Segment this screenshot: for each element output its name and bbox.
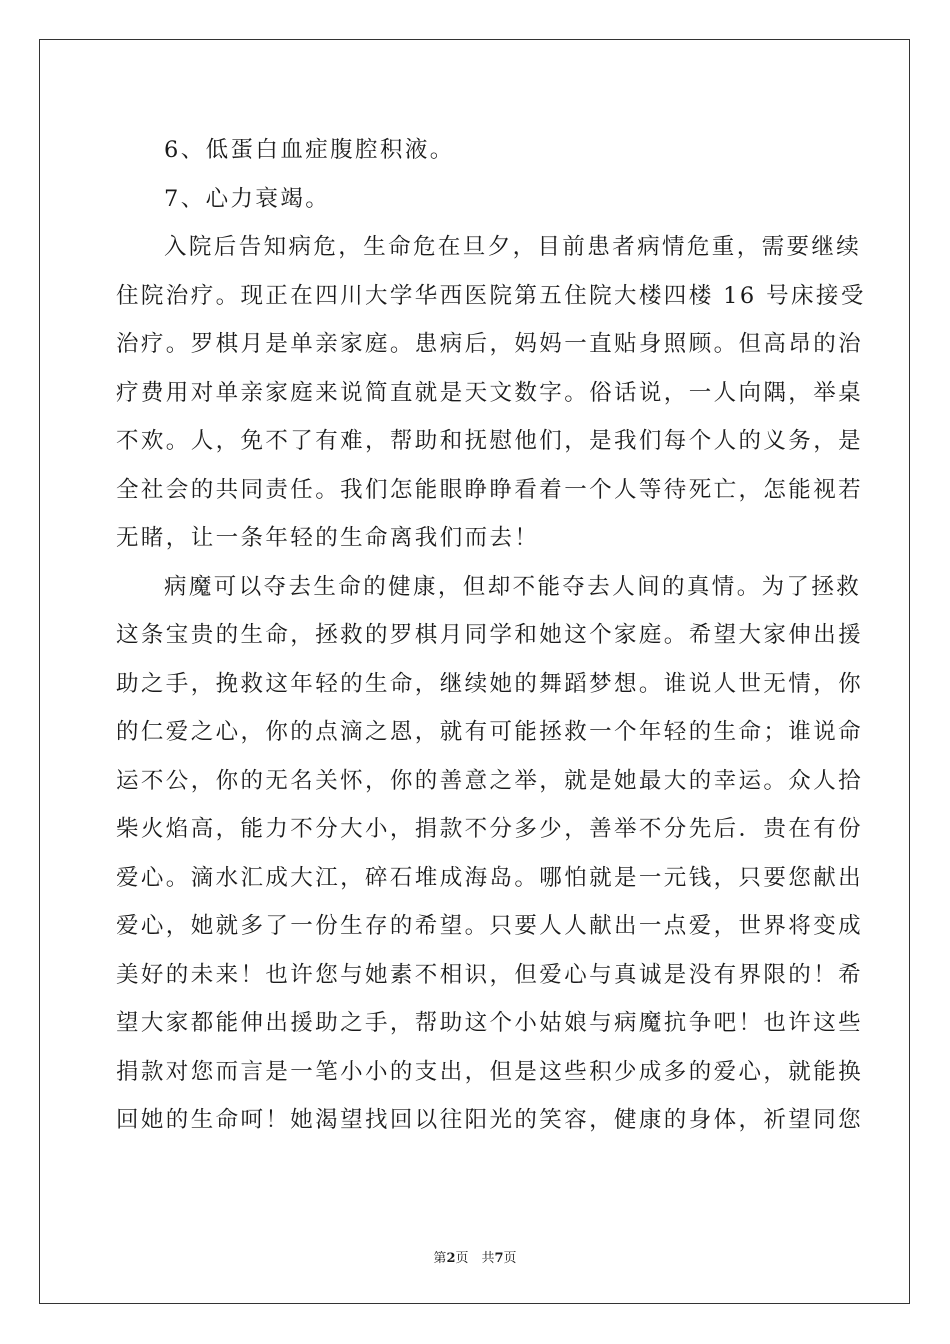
total-page-number: 7 [494,1251,504,1266]
paragraph-line: 这条宝贵的生命，拯救的罗棋月同学和她这个家庭。希望大家伸出援 [116,622,864,648]
paragraph-line: 入院后告知病危，生命危在旦夕，目前患者病情危重，需要继续 [164,234,862,260]
document-body [116,126,866,1145]
paragraph-line: 捐款对您而言是一笔小小的支出，但是这些积少成多的爱心，就能换 [116,1058,864,1085]
page-footer [0,1247,950,1266]
paragraph-line: 的仁爱之心，你的点滴之恩，就有可能拯救一个年轻的生命；谁说命 [116,719,864,745]
paragraph-line: 病魔可以夺去生命的健康，但却不能夺去人间的真情。为了拯救 [164,573,862,600]
paragraph-line: 无睹，让一条年轻的生命离我们而去！ [116,525,540,551]
paragraph-line: 柴火焰高，能力不分大小，捐款不分多少，善举不分先后．贵在有份 [116,816,864,842]
paragraph-line: 住院治疗。现正在四川大学华西医院第五住院大楼四楼 16 号床接受 [116,282,866,309]
paragraph-line: 运不公，你的无名关怀，你的善意之举，就是她最大的幸运。众人拾 [116,767,864,794]
paragraph-line: 回她的生命呵！她渴望找回以往阳光的笑容，健康的身体，祈望同您 [116,1107,864,1133]
paragraph-line: 爱心。滴水汇成大江，碎石堆成海岛。哪怕就是一元钱，只要您献出 [116,864,864,891]
paragraph-line: 美好的未来！也许您与她素不相识，但爱心与真诚是没有界限的！希 [116,961,864,988]
paragraph-line: 全社会的共同责任。我们怎能眼睁睁看着一个人等待死亡，怎能视若 [116,476,864,503]
list-item: 6、低蛋白血症腹腔积液。 [164,137,455,163]
list-item: 7、心力衰竭。 [164,185,331,212]
paragraph-line: 不欢。人，免不了有难，帮助和抚慰他们，是我们每个人的义务，是 [116,428,864,454]
paragraph-line: 爱心，她就多了一份生存的希望。只要人人献出一点爱，世界将变成 [116,913,864,939]
paragraph-line: 助之手，挽救这年轻的生命，继续她的舞蹈梦想。谁说人世无情，你 [116,670,864,697]
paragraph-line: 疗费用对单亲家庭来说简直就是天文数字。俗话说，一人向隅，举桌 [116,379,864,406]
paragraph-line: 治疗。罗棋月是单亲家庭。患病后，妈妈一直贴身照顾。但高昂的治 [116,331,864,357]
footer-prefix: 第 [433,1251,447,1266]
footer-mid: 页 共 [455,1251,495,1266]
footer-suffix: 页 [503,1251,517,1266]
current-page-number: 2 [446,1251,456,1266]
paragraph-line: 望大家都能伸出援助之手，帮助这个小姑娘与病魔抗争吧！也许这些 [116,1010,864,1036]
